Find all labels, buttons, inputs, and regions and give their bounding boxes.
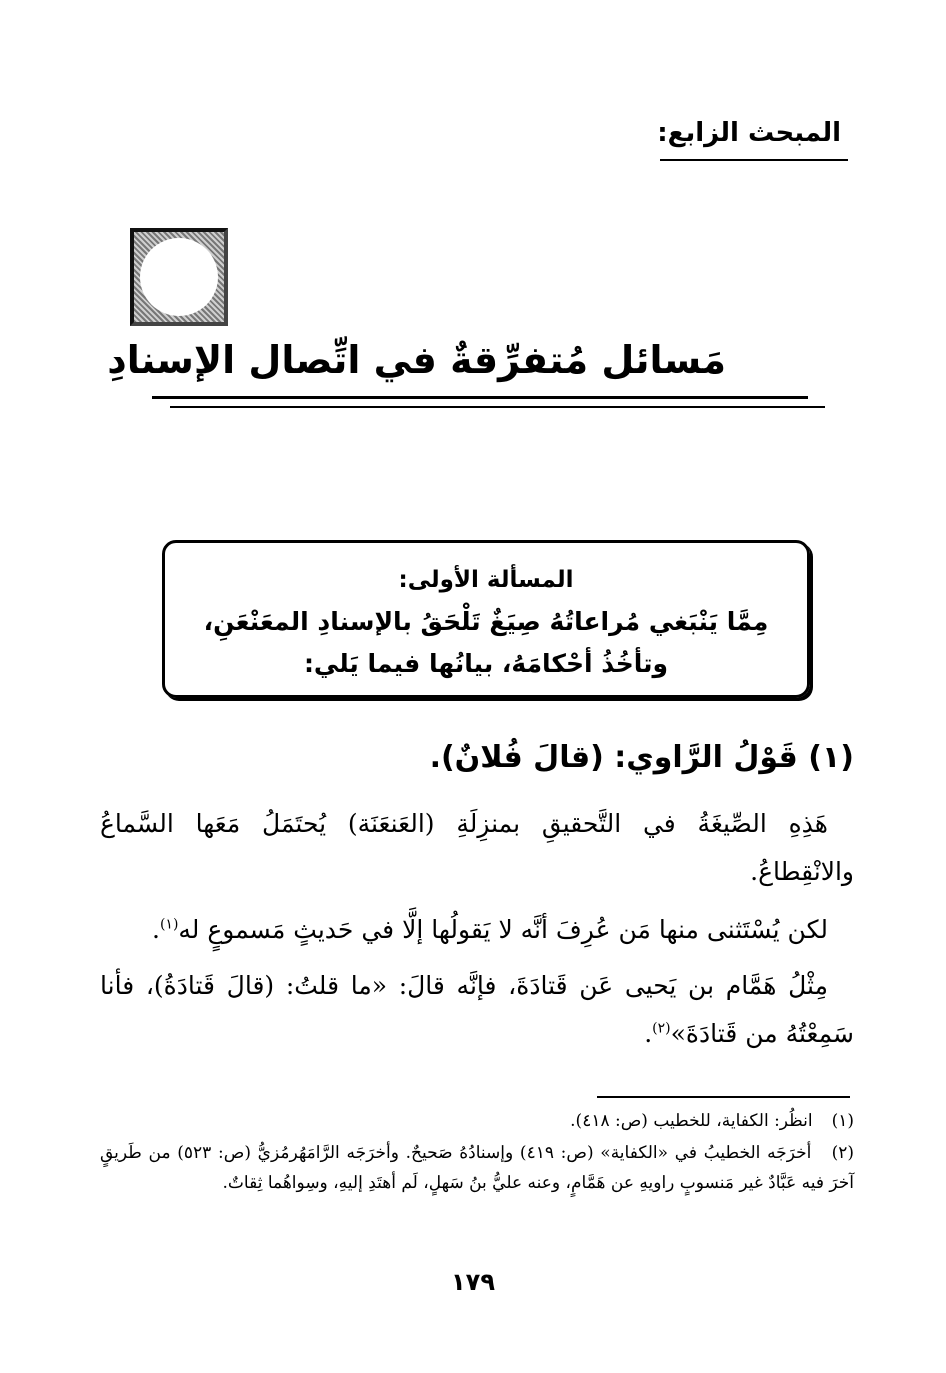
footnote-2-text: أخرَجَه الخطيبُ في «الكفاية» (ص: ٤١٩) وإسنادُهُ صَحيحٌ. وأخرَجَه الرَّامَهُرمُزيُّ (ص: ٥٢٣) من طَريقٍ آخرَ فيه عَبَّادٌ غير مَنسوبٍ راويهِ عن هَمَّامٍ، وعنه عليُّ بنُ سَهلٍ، لَم أهتَدِ إليهِ، وسِواهُما ثِقاتٌ. bbox=[100, 1143, 854, 1193]
paragraph-3 bbox=[100, 962, 854, 1058]
title-rule-upper bbox=[152, 396, 808, 399]
footnote-1-text: انظُر: الكفاية، للخطيب (ص: ٤١٨). bbox=[570, 1111, 813, 1131]
footnote-2 bbox=[100, 1138, 854, 1198]
issue-box-title: المسألة الأولى: bbox=[398, 567, 574, 593]
footnote-2-number: (٢) bbox=[831, 1143, 855, 1163]
page-number: ١٧٩ bbox=[451, 1268, 495, 1296]
issue-box bbox=[162, 540, 810, 698]
footnote-1 bbox=[100, 1106, 854, 1136]
section-label: المبحث الزابع: bbox=[657, 118, 841, 148]
issue-box-line-1: مِمَّا يَنْبَغي مُراعاتُهُ صِيَغٌ تَلْحَقُ بالإسنادِ المعَنْعَنِ، bbox=[203, 607, 769, 636]
footnote-separator bbox=[597, 1096, 850, 1098]
chapter-title: مَسائل مُتفرِّقةٌ في اتِّصال الإسنادِ bbox=[107, 338, 726, 382]
footnote-ref-1: (١) bbox=[159, 916, 179, 933]
footnote-1-number: (١) bbox=[831, 1111, 854, 1131]
paragraph-2 bbox=[100, 906, 854, 954]
footnote-ref-2: (٢) bbox=[652, 1020, 671, 1037]
issue-box-line-2: وتأخُذُ أحْكامَهُ، بيانُها فيما يَلي: bbox=[303, 649, 669, 678]
ornament-circle bbox=[140, 238, 218, 316]
paragraph-3-text: مِثْلُ هَمَّام بن يَحيى عَن قَتادَةَ، فإنَّه قالَ: «ما قلتُ: (قالَ قَتادَةُ)، فأنا سَمِعْتُهُ من قَتادَةَ» bbox=[100, 971, 854, 1048]
paragraph-2-text: لكن يُسْتَثنى منها مَن عُرِفَ أنَّه لا يَقولُها إلَّا في حَديثٍ مَسموعٍ له bbox=[178, 915, 828, 944]
paragraph-3-end: . bbox=[644, 1019, 653, 1048]
title-rule-lower bbox=[170, 406, 825, 408]
paragraph-2-end: . bbox=[151, 915, 160, 944]
chapter-ornament-icon bbox=[130, 228, 228, 326]
item-heading: (١) قَوْلُ الرَّاوي: (قالَ فُلانٌ). bbox=[429, 740, 854, 775]
paragraph-1: هَذِهِ الصِّيغَةُ في التَّحقيقِ بمنزِلَةِ (العَنعَنَة) يُحتَمَلُ مَعَها السَّماعُ والانْقِطاعُ. bbox=[100, 809, 854, 886]
section-underline bbox=[660, 159, 848, 161]
